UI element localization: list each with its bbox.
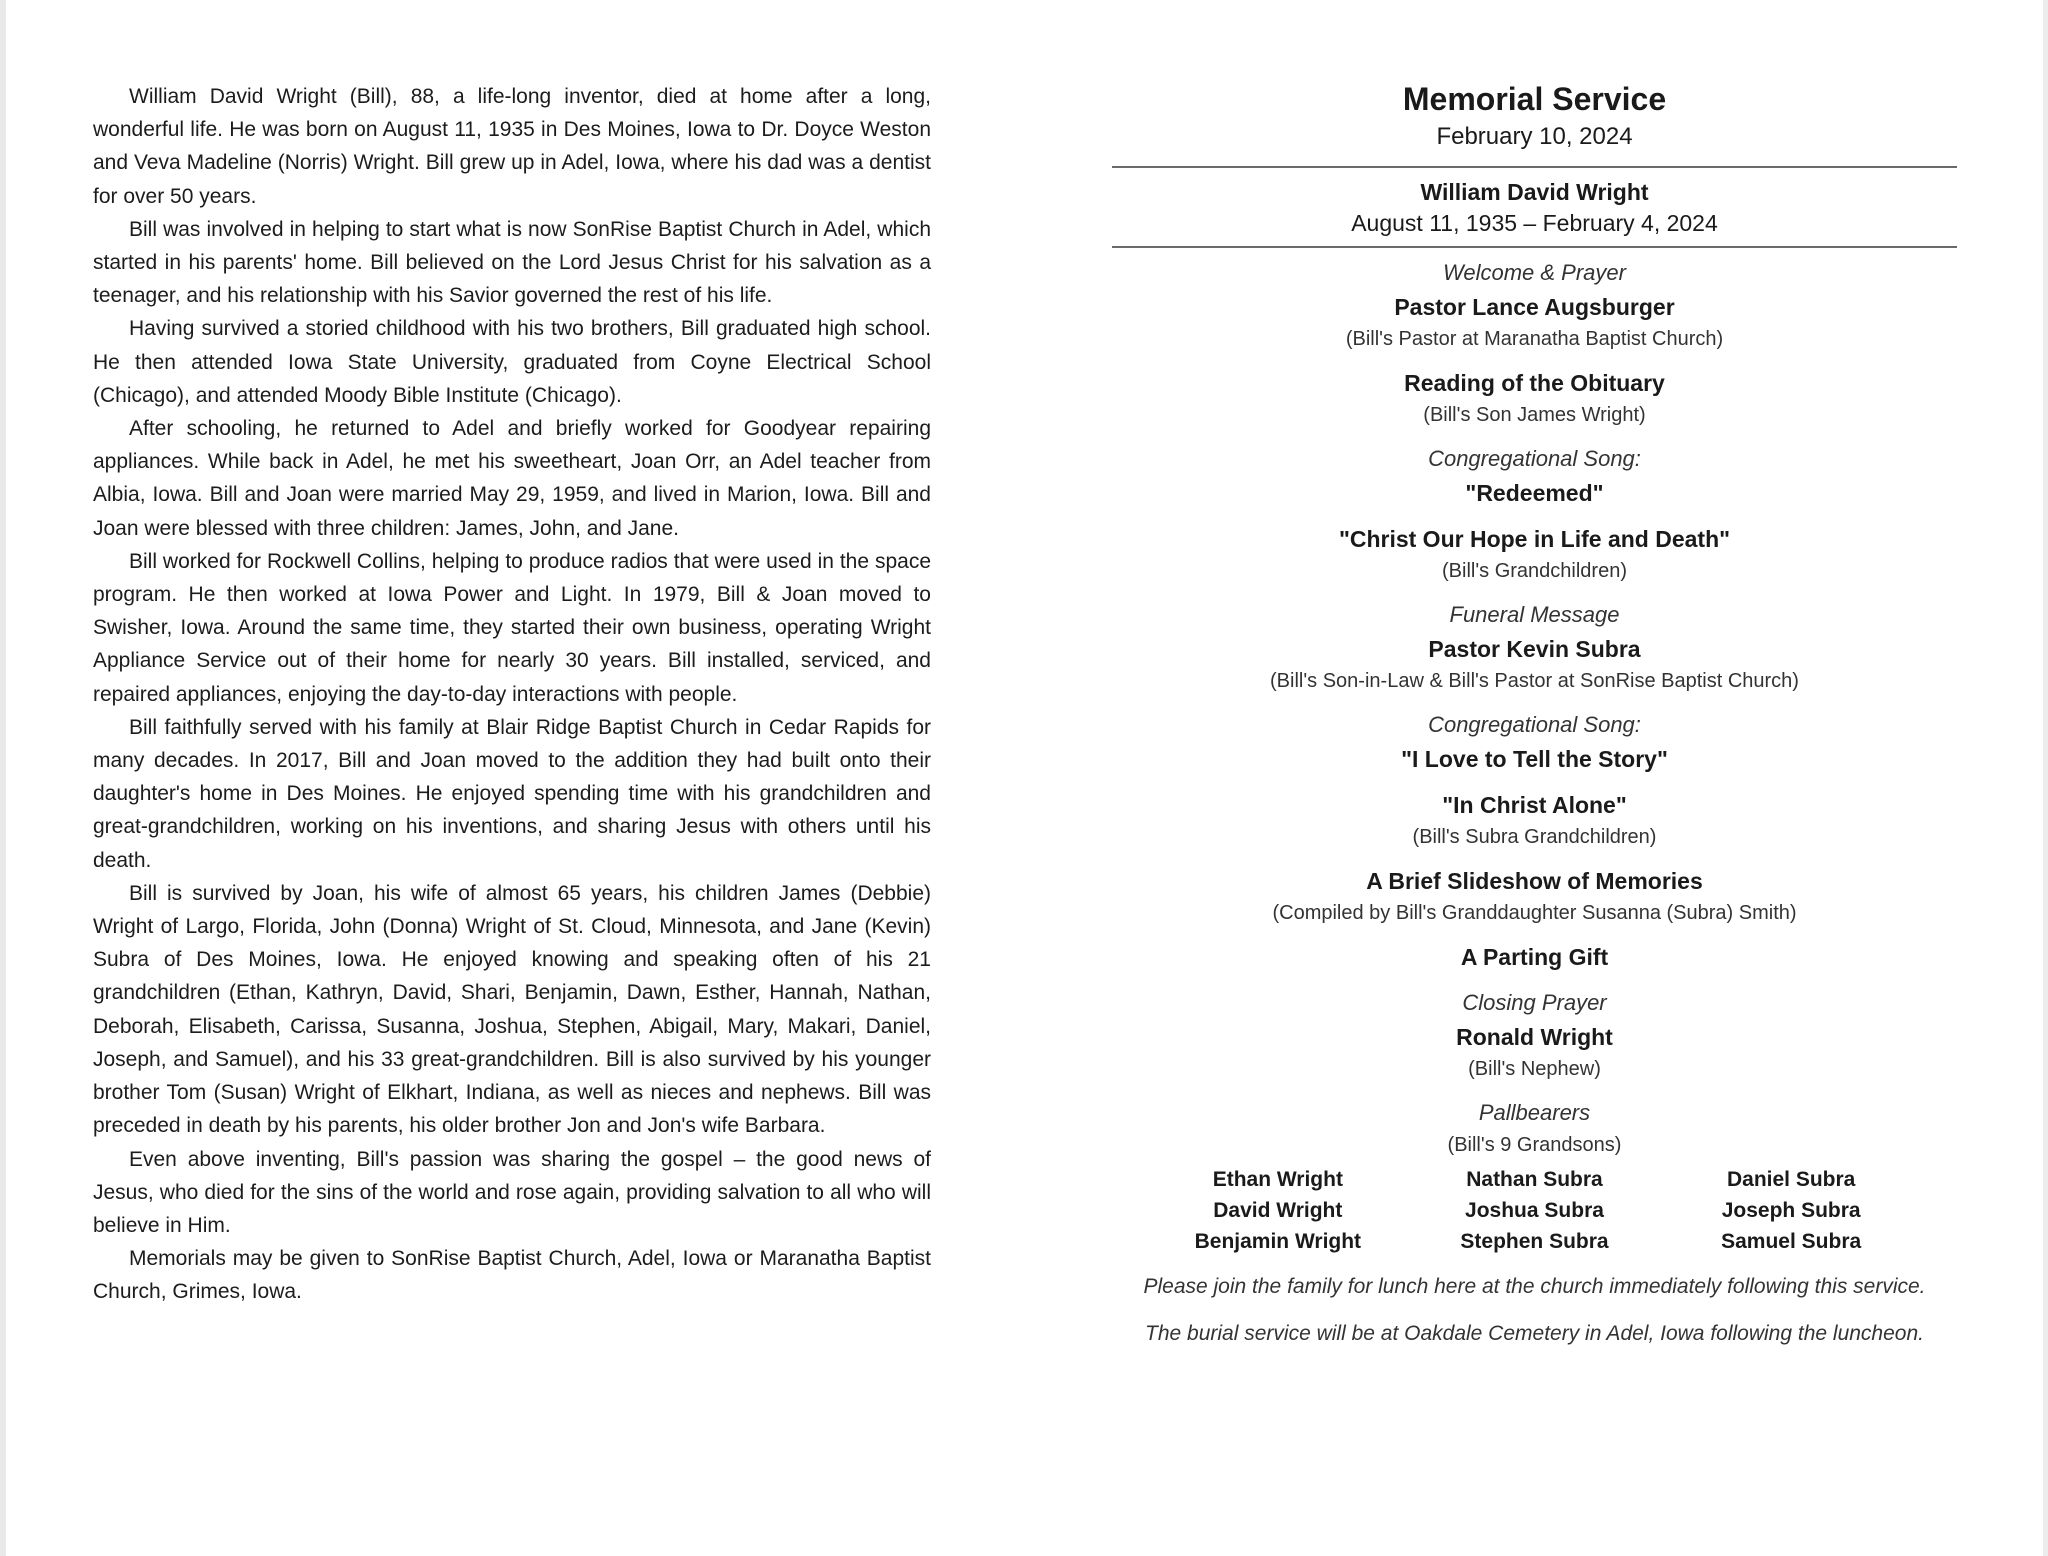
program-item-slideshow bbox=[1112, 864, 1957, 928]
pallbearers-note: (Bill's 9 Grandsons) bbox=[1447, 1134, 1622, 1156]
program-item-role: Congregational Song: bbox=[1428, 712, 1641, 737]
page-edge-right bbox=[2043, 0, 2048, 1556]
program-item-role: Welcome & Prayer bbox=[1443, 260, 1626, 285]
pallbearer-name: Nathan Subra bbox=[1466, 1168, 1603, 1191]
obituary-paragraph: After schooling, he returned to Adel and briefly worked for Goodyear repairing appliances. While back in Adel, he met his sweetheart, Joan Orr, an Adel teacher from Albia, Iowa. Bill and Joan were married May 29, 1959, and lived in Marion, Iowa. Bill and Joan were blessed with three children: James, John, and Jane. bbox=[93, 417, 931, 540]
program-item-note: (Bill's Son James Wright) bbox=[1423, 404, 1646, 426]
program-item-note: (Bill's Nephew) bbox=[1468, 1058, 1601, 1080]
pallbearer-name: David Wright bbox=[1213, 1199, 1343, 1222]
program-item-parting-gift bbox=[1112, 940, 1957, 974]
program-item-name: Reading of the Obituary bbox=[1404, 370, 1665, 396]
deceased-name: William David Wright bbox=[1420, 179, 1649, 205]
program-item-role: Congregational Song: bbox=[1428, 446, 1641, 471]
program-item-closing-prayer bbox=[1112, 986, 1957, 1084]
pallbearer-name: Stephen Subra bbox=[1460, 1230, 1609, 1253]
pallbearer-name: Samuel Subra bbox=[1721, 1230, 1862, 1253]
program-item-name: Pastor Lance Augsburger bbox=[1394, 294, 1675, 320]
service-program bbox=[1112, 76, 1957, 1349]
program-item-pallbearers bbox=[1112, 1096, 1957, 1257]
obituary-paragraph: Having survived a storied childhood with his two brothers, Bill graduated high school. He then attended Iowa State University, graduated from Coyne Electrical School (Chicago), and attended Moody Bible Institute (Chicago). bbox=[93, 317, 931, 407]
program-item-name: A Parting Gift bbox=[1460, 944, 1609, 970]
pallbearers-grid bbox=[1150, 1164, 1920, 1257]
program-item-welcome bbox=[1112, 256, 1957, 354]
pallbearer-name: Daniel Subra bbox=[1726, 1168, 1856, 1191]
program-item-note: (Compiled by Bill's Granddaughter Susanna (Subra) Smith) bbox=[1272, 902, 1797, 924]
pallbearer-name: Joseph Subra bbox=[1721, 1199, 1861, 1222]
divider-bottom bbox=[1112, 246, 1957, 248]
pallbearers-heading: Pallbearers bbox=[1478, 1100, 1591, 1125]
pallbearers-column bbox=[1406, 1164, 1663, 1257]
luncheon-note: Please join the family for lunch here at the church immediately following this service. bbox=[1143, 1275, 1926, 1298]
program-item-name: "Christ Our Hope in Life and Death" bbox=[1338, 526, 1731, 552]
obituary-paragraph: Memorials may be given to SonRise Baptist Church, Adel, Iowa or Maranatha Baptist Church, Grimes, Iowa. bbox=[93, 1247, 931, 1304]
program-item-in-christ-alone bbox=[1112, 788, 1957, 852]
program-item-note: (Bill's Grandchildren) bbox=[1442, 560, 1627, 582]
program-item-role: Closing Prayer bbox=[1462, 990, 1607, 1015]
burial-note: The burial service will be at Oakdale Cemetery in Adel, Iowa following the luncheon. bbox=[1145, 1322, 1924, 1345]
program-item-note: (Bill's Pastor at Maranatha Baptist Church) bbox=[1345, 328, 1724, 350]
pallbearer-name: Ethan Wright bbox=[1212, 1168, 1343, 1191]
obituary-paragraph: Bill was involved in helping to start what is now SonRise Baptist Church in Adel, which started in his parents' home. Bill believed on the Lord Jesus Christ for his salvation as a teenager, and his relationship with his Savior governed the rest of his life. bbox=[93, 217, 931, 308]
obituary-paragraph: Bill worked for Rockwell Collins, helping to produce radios that were used in the space program. He then worked at Iowa Power and Light. In 1979, Bill & Joan moved to Swisher, Iowa. Around the same time, they started their own business, operating Wright Appliance Service out of their home for nearly 30 years. Bill installed, serviced, and repaired appliances, enjoying the day-to-day interactions with people. bbox=[93, 549, 931, 706]
pallbearers-column bbox=[1663, 1164, 1920, 1257]
program-item-christ-our-hope bbox=[1112, 522, 1957, 586]
program-item-name: Pastor Kevin Subra bbox=[1428, 636, 1641, 662]
pallbearer-name: Benjamin Wright bbox=[1194, 1230, 1362, 1253]
program-item-note: (Bill's Subra Grandchildren) bbox=[1412, 826, 1657, 848]
obituary-paragraph: Bill is survived by Joan, his wife of almost 65 years, his children James (Debbie) Wright of Largo, Florida, John (Donna) Wright of St. Cloud, Minnesota, and Jane (Kevin) Subra of Des Moines, Iowa. He enjoyed knowing and speaking often of his 21 grandchildren (Ethan, Kathryn, David, Shari, Benjamin, Dawn, Esther, Hannah, Nathan, Deborah, Elisabeth, Carissa, Susanna, Joshua, Stephen, Abigail, Mary, Makari, Daniel, Joseph, and Samuel), and his 33 great-grandchildren. Bill is also survived by his younger brother Tom (Susan) Wright of Elkhart, Indiana, as well as nieces and nephews. Bill was preceded in death by his parents, his older brother Jon and Jon's wife Barbara. bbox=[93, 881, 931, 1138]
pallbearers-column bbox=[1150, 1164, 1407, 1257]
service-date: February 10, 2024 bbox=[1436, 123, 1633, 150]
program-item-name: "Redeemed" bbox=[1465, 480, 1604, 506]
program-item-name: "I Love to Tell the Story" bbox=[1401, 746, 1668, 772]
program-item-song-redeemed bbox=[1112, 442, 1957, 510]
deceased-dates: August 11, 1935 – February 4, 2024 bbox=[1351, 210, 1718, 236]
pallbearer-name: Joshua Subra bbox=[1465, 1199, 1604, 1222]
obituary-paragraph: Bill faithfully served with his family at Blair Ridge Baptist Church in Cedar Rapids for many decades. In 2017, Bill and Joan moved to the addition they had built onto their daughter's home in Des Moines. He enjoyed spending time with his grandchildren and great-grandchildren, working on his inventions, and sharing Jesus with others until his death. bbox=[93, 715, 931, 872]
program-item-obituary-reading bbox=[1112, 366, 1957, 430]
obituary-text bbox=[93, 80, 931, 1309]
program-item-name: "In Christ Alone" bbox=[1442, 792, 1627, 818]
program-title: Memorial Service bbox=[1402, 81, 1667, 117]
program-item-role: Funeral Message bbox=[1449, 602, 1620, 627]
program-item-name: Ronald Wright bbox=[1456, 1024, 1613, 1050]
program-item-name: A Brief Slideshow of Memories bbox=[1366, 868, 1703, 894]
obituary-paragraph: Even above inventing, Bill's passion was sharing the gospel – the good news of Jesus, who died for the sins of the world and rose again, providing salvation to all who will believe in Him. bbox=[93, 1147, 931, 1237]
obituary-paragraph: William David Wright (Bill), 88, a life-long inventor, died at home after a long, wonderful life. He was born on August 11, 1935 in Des Moines, Iowa to Dr. Doyce Weston and Veva Madeline (Norris) Wright. Bill grew up in Adel, Iowa, where his dad was a dentist for over 50 years. bbox=[93, 85, 931, 208]
program-item-song-tell-the-story bbox=[1112, 708, 1957, 776]
page-edge-left bbox=[0, 0, 6, 1556]
divider-top bbox=[1112, 166, 1957, 168]
program-item-note: (Bill's Son-in-Law & Bill's Pastor at SonRise Baptist Church) bbox=[1270, 670, 1799, 692]
program-item-funeral-message bbox=[1112, 598, 1957, 696]
